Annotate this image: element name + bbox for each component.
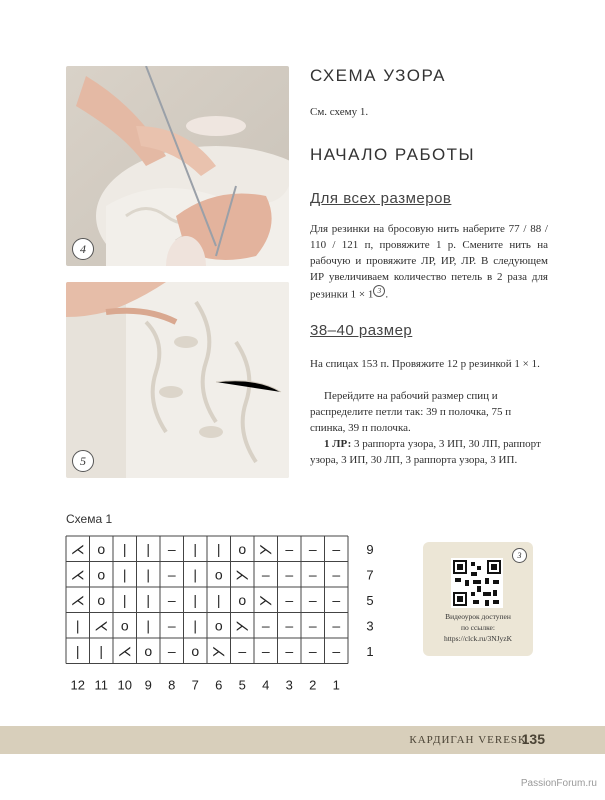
- chart-cell-symbol: o: [120, 617, 129, 634]
- watermark: PassionForum.ru: [520, 778, 597, 789]
- pattern-scheme-heading: СХЕМА УЗОРА: [310, 66, 446, 85]
- chart-cell-symbol: –: [308, 617, 317, 634]
- chart-cell-symbol: o: [191, 642, 200, 659]
- chart-cell-symbol: |: [75, 617, 80, 634]
- chart-cell-symbol: |: [146, 591, 151, 608]
- size-paragraph-2: Перейдите на рабочий размер спиц и распределите петли так: 39 п полочка, 75 п спинка, 39 п полочка.: [310, 390, 512, 434]
- chart-cell-symbol: |: [193, 617, 198, 634]
- chart-cell-symbol: ⋋: [258, 540, 273, 557]
- chart-column-label: 5: [238, 677, 246, 693]
- footer-title: КАРДИГАН VERESK: [409, 734, 527, 746]
- chart-cell-symbol: o: [214, 617, 223, 634]
- video-lesson-card[interactable]: [423, 542, 533, 656]
- chart-cell-symbol: o: [97, 540, 106, 557]
- chart-cell-symbol: o: [144, 642, 153, 659]
- chart-cell-symbol: –: [285, 617, 294, 634]
- chart-cell-symbol: –: [332, 566, 341, 583]
- chart-cell-symbol: –: [308, 540, 317, 557]
- chart-cell-symbol: |: [146, 566, 151, 583]
- size-paragraph-1: На спицах 153 п. Провяжите 12 р резинкой 1 × 1.: [310, 358, 540, 370]
- qr-caption-line1: Видеоурок доступен: [445, 612, 511, 621]
- chart-cell-symbol: –: [167, 617, 176, 634]
- knitting-photo-step-4: [66, 66, 289, 266]
- photo-step-number: 4: [72, 238, 94, 260]
- chart-cell-symbol: ⋋: [258, 591, 273, 608]
- chart-cell-symbol: –: [285, 642, 294, 659]
- chart-cell-symbol: –: [332, 540, 341, 557]
- chart-cell-symbol: –: [308, 566, 317, 583]
- start-work-heading: НАЧАЛО РАБОТЫ: [310, 145, 476, 164]
- chart-cell-symbol: ⋌: [94, 617, 109, 634]
- chart-cell-symbol: ⋋: [235, 566, 250, 583]
- chart-cell-symbol: |: [193, 566, 198, 583]
- chart-cell-symbol: |: [146, 617, 151, 634]
- chart-column-label: 3: [285, 677, 293, 693]
- qr-number-badge: 3: [512, 548, 527, 563]
- all-sizes-heading: Для всех размеров: [310, 190, 452, 207]
- chart-cell-symbol: |: [122, 540, 127, 557]
- chart-cell-symbol: |: [99, 642, 104, 659]
- chart-cell-symbol: ⋌: [70, 540, 85, 557]
- all-sizes-paragraph: Для резинки на бросовую нить наберите 77 / 88 / 110 / 121 п, провяжите 1 р. Смените нить на рабочую и провяжите ЛР, ИР, ЛР. В следующем ИР увеличиваем количество петель в 2 раза для резинки 1 × 1 3 .: [310, 223, 548, 301]
- page-number: 135: [521, 731, 545, 747]
- chart-cell-symbol: |: [75, 642, 80, 659]
- chart-cell-symbol: –: [308, 642, 317, 659]
- chart-cell-symbol: –: [167, 591, 176, 608]
- chart-column-label: 9: [144, 677, 152, 693]
- see-scheme-text: См. схему 1.: [310, 106, 369, 118]
- chart-cell-symbol: o: [238, 540, 247, 557]
- qr-link[interactable]: https://clck.ru/3NJyzK: [443, 634, 513, 643]
- chart-row-label: 9: [366, 541, 374, 557]
- chart-row-label: 1: [366, 643, 374, 659]
- chart-cell-symbol: –: [261, 642, 270, 659]
- chart-cell-symbol: –: [167, 540, 176, 557]
- qr-caption-line2: по ссылке:: [461, 623, 495, 632]
- size-38-40-heading: 38–40 размер: [310, 322, 413, 339]
- chart-cell-symbol: |: [216, 540, 221, 557]
- chart-cell-symbol: |: [146, 540, 151, 557]
- chart-cell-symbol: –: [167, 642, 176, 659]
- qr-caption: [427, 611, 529, 644]
- chart-cell-symbol: ⋌: [70, 566, 85, 583]
- size-paragraph-3: 1 ЛР: 3 раппорта узора, 3 ИП, 30 ЛП, раппорт узора, 3 ИП, 30 ЛП, 3 раппорта узора, 3 ИП.: [310, 438, 541, 466]
- chart-column-label: 8: [168, 677, 176, 693]
- chart-column-label: 6: [215, 677, 223, 693]
- chart-cell-symbol: o: [238, 591, 247, 608]
- chart-cell-symbol: –: [332, 642, 341, 659]
- chart-cell-symbol: –: [332, 617, 341, 634]
- qr-reference-badge: 3: [373, 285, 385, 297]
- chart-column-label: 11: [94, 677, 108, 693]
- chart-cell-symbol: –: [308, 591, 317, 608]
- chart-row-label: 3: [366, 618, 374, 634]
- chart-column-label: 4: [262, 677, 270, 693]
- page-footer: [0, 726, 605, 754]
- chart-cell-symbol: –: [167, 566, 176, 583]
- chart-cell-symbol: |: [216, 591, 221, 608]
- chart-column-label: 12: [70, 677, 85, 693]
- chart-cell-symbol: –: [261, 617, 270, 634]
- chart-column-label: 1: [332, 677, 340, 693]
- qr-code-icon[interactable]: [451, 558, 503, 608]
- chart-label: Схема 1: [66, 512, 113, 526]
- photo-step-number: 5: [72, 450, 94, 472]
- chart-column-label: 2: [309, 677, 317, 693]
- chart-column-label: 7: [191, 677, 199, 693]
- chart-cell-symbol: ⋋: [211, 642, 226, 659]
- chart-cell-symbol: |: [122, 566, 127, 583]
- knitting-photo-step-5: [66, 282, 289, 478]
- chart-cell-symbol: ⋋: [235, 617, 250, 634]
- chart-cell-symbol: –: [285, 540, 294, 557]
- chart-cell-symbol: o: [214, 566, 223, 583]
- chart-cell-symbol: o: [97, 566, 106, 583]
- chart-column-label: 10: [117, 677, 132, 693]
- knitting-chart: [60, 530, 400, 700]
- chart-cell-symbol: –: [238, 642, 247, 659]
- chart-cell-symbol: |: [193, 540, 198, 557]
- chart-row-label: 5: [366, 592, 374, 608]
- chart-cell-symbol: |: [122, 591, 127, 608]
- chart-cell-symbol: ⋌: [70, 591, 85, 608]
- chart-cell-symbol: –: [285, 591, 294, 608]
- chart-cell-symbol: –: [332, 591, 341, 608]
- chart-cell-symbol: –: [285, 566, 294, 583]
- chart-cell-symbol: –: [261, 566, 270, 583]
- chart-cell-symbol: ⋌: [117, 642, 132, 659]
- chart-row-label: 7: [366, 567, 374, 583]
- chart-cell-symbol: |: [193, 591, 198, 608]
- chart-cell-symbol: o: [97, 591, 106, 608]
